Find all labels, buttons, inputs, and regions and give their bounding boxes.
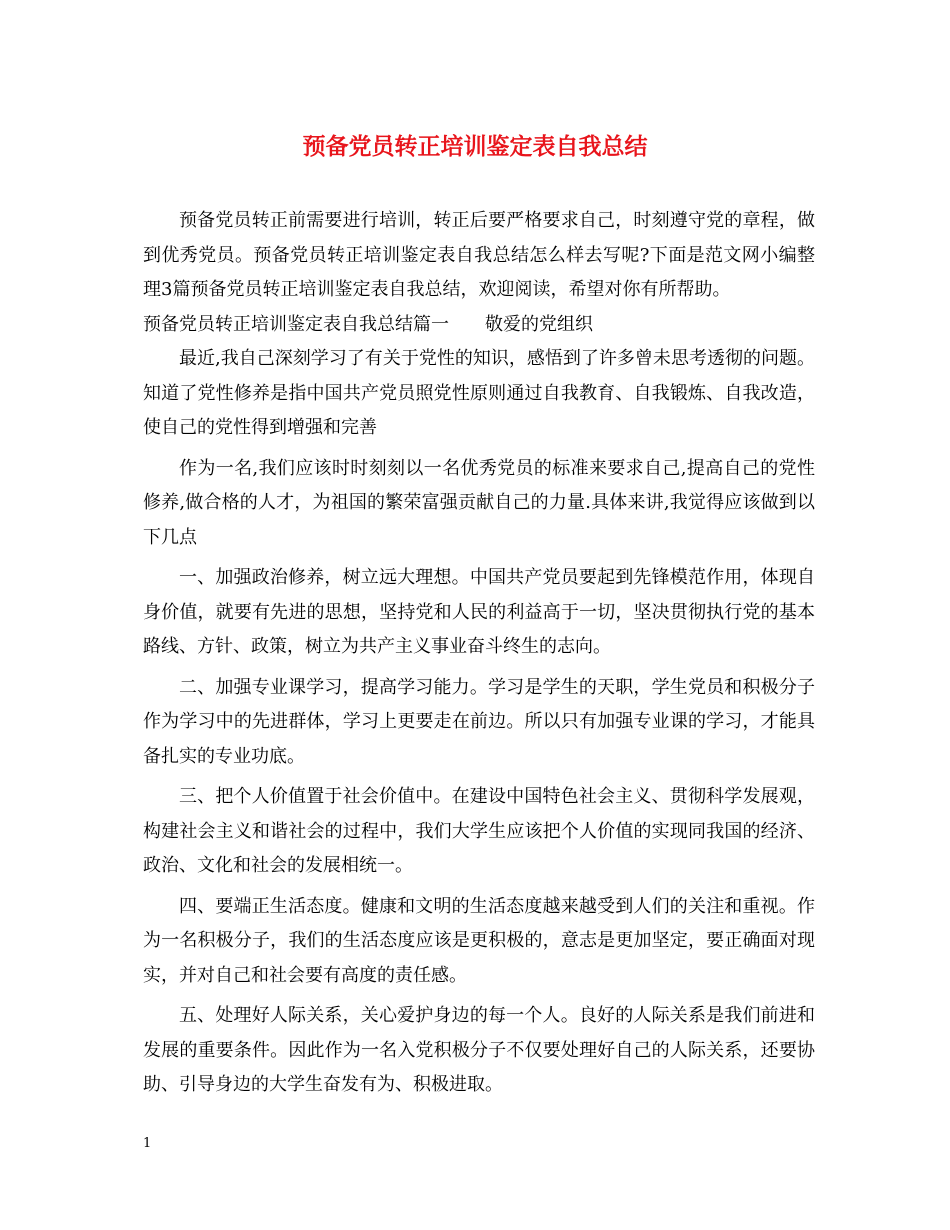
paragraph-6: 四、要端正生活态度。健康和文明的生活态度越来越受到人们的关注和重视。作为一名积极分子，我们的生活态度应该是更积极的，意志是更加坚定，要正确面对现实，并对自己和社会要有高度的责任感。 <box>143 895 815 986</box>
paragraph-2: 作为一名,我们应该时时刻刻以一名优秀党员的标准来要求自己,提高自己的党性修养,做合格的人才，为祖国的繁荣富强贡献自己的力量.具体来讲,我觉得应该做到以下几点 <box>143 457 815 548</box>
paragraph-7: 五、处理好人际关系，关心爱护身边的每一个人。良好的人际关系是我们前进和发展的重要条件。因此作为一名入党积极分子不仅要处理好自己的人际关系，还要协助、引导身边的大学生奋发有为、积极进取。 <box>143 1005 815 1095</box>
document-title: 预备党员转正培训鉴定表自我总结 <box>302 133 648 160</box>
salutation: 敬爱的党组织 <box>485 313 593 335</box>
intro-paragraph: 预备党员转正前需要进行培训，转正后要严格要求自己，时刻遵守党的章程，做到优秀党员。预备党员转正培训鉴定表自我总结怎么样去写呢?下面是范文网小编整理3篇预备党员转正培训鉴定表自我总结，欢迎阅读，希望对你有所帮助。 <box>143 210 815 300</box>
section-heading-line <box>143 308 815 343</box>
document-body <box>143 204 815 1103</box>
paragraph-3: 一、加强政治修养，树立远大理想。中国共产党员要起到先锋模范作用，体现自身价值，就要有先进的思想，坚持党和人民的利益高于一切，坚决贯彻执行党的基本路线、方针、政策，树立为共产主义事业奋斗终生的志向。 <box>143 567 815 657</box>
paragraph-5: 三、把个人价值置于社会价值中。在建设中国特色社会主义、贯彻科学发展观，构建社会主义和谐社会的过程中，我们大学生应该把个人价值的实现同我国的经济、政治、文化和社会的发展相统一。 <box>143 786 815 876</box>
page-number: 1 <box>143 1136 152 1151</box>
section-heading: 预备党员转正培训鉴定表自我总结篇一 <box>143 313 449 335</box>
paragraph-1: 最近,我自己深刻学习了有关于党性的知识，感悟到了许多曾未思考透彻的问题。知道了党性修养是指中国共产党员照党性原则通过自我教育、自我锻炼、自我改造，使自己的党性得到增强和完善 <box>143 348 815 438</box>
paragraph-4: 二、加强专业课学习，提高学习能力。学习是学生的天职，学生党员和积极分子作为学习中的先进群体，学习上更要走在前边。所以只有加强专业课的学习，才能具备扎实的专业功底。 <box>143 676 815 767</box>
